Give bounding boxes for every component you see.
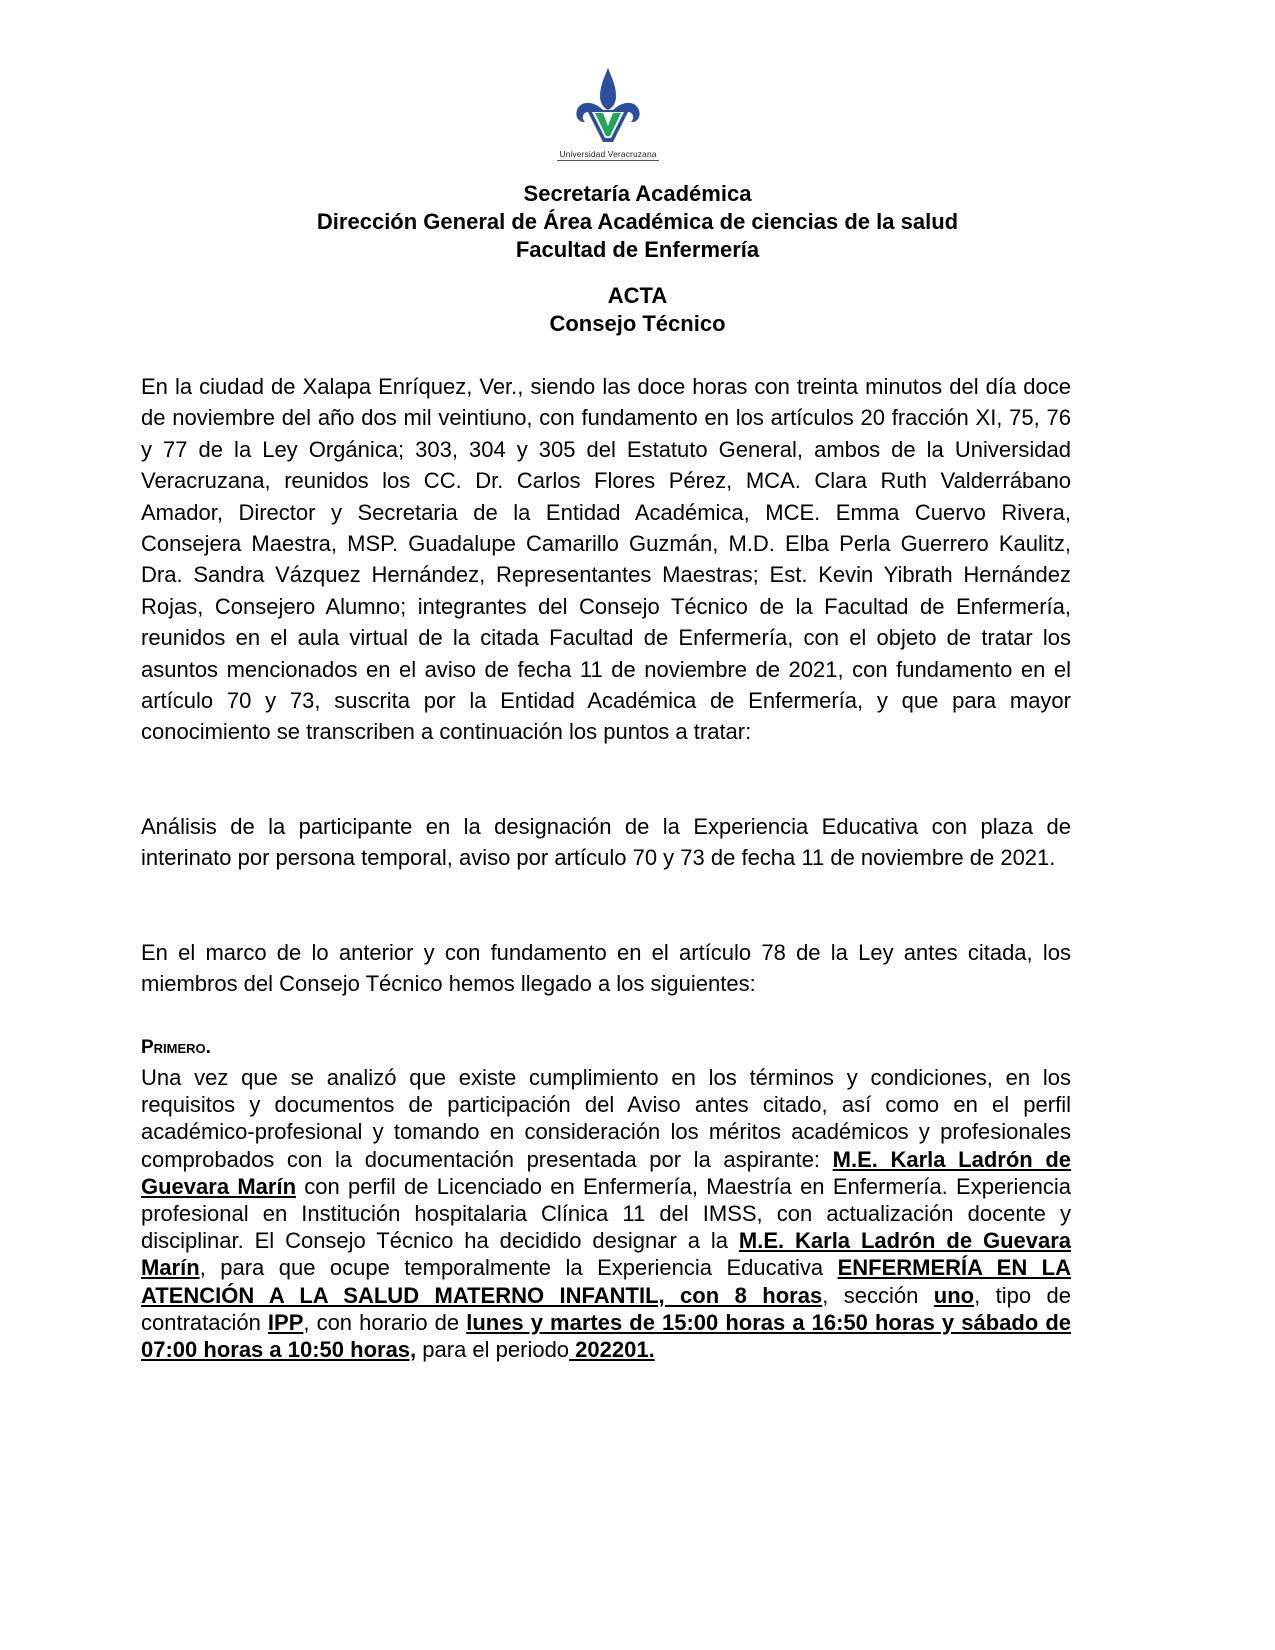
document-header [0,180,1275,264]
header-line-facultad: Facultad de Enfermería [515,237,760,262]
title-consejo: Consejo Técnico [549,311,726,336]
resolution-text-7: para el periodo [416,1337,570,1363]
resolution-heading: Primero. [141,1037,211,1058]
contract-type: IPP [267,1309,304,1335]
header-line-direccion: Dirección General de Área Académica de ciencias de la salud [316,209,959,234]
university-logo [548,66,668,166]
schedule-value: lunes y martes de 15:00 horas a 16:50 horas y sábado de 07:00 horas a 10:50 horas, [141,1309,1071,1363]
section-value: uno [933,1282,975,1308]
resolution-text-5: , tipo de contratación [141,1282,1072,1335]
candidate-name: M.E. Karla Ladrón de Guevara Marín [141,1146,1071,1199]
document-title [0,282,1275,338]
resolution-paragraph [141,1064,1071,1363]
resolution-text-6: , con horario de [303,1309,467,1335]
framework-paragraph: En el marco de lo anterior y con fundamento en el artículo 78 de la Ley antes citada, los miembros del Consejo Técnico hemos llegado a los siguientes: [141,940,1071,997]
resolution-text-4: , sección [822,1282,934,1308]
candidate-name-repeat: M.E. Karla Ladrón de Guevara Marín [141,1228,1072,1281]
fleur-de-lis-v-icon [573,66,643,144]
intro-paragraph: En la ciudad de Xalapa Enríquez, Ver., siendo las doce horas con treinta minutos del día doce de noviembre del año dos mil veintiuno, con fundamento en los artículos 20 fracción XI, 75, 76 y 77 de la Ley Orgánica; 303, 304 y 305 del Estatuto General, ambos de la Universidad Veracruzana, reunidos los CC. Dr. Carlos Flores Pérez, MCA. Clara Ruth Valderrábano Amador, Director y Secretaria de la Entidad Académica, MCE. Emma Cuervo Rivera, Consejera Maestra, MSP. Guadalupe Camarillo Guzmán, M.D. Elba Perla Guerrero Kaulitz, Dra. Sandra Vázquez Hernández, Representantes Maestras; Est. Kevin Yibrath Hernández Rojas, Consejero Alumno; integrantes del Consejo Técnico de la Facultad de Enfermería, reunidos en el aula virtual de la citada Facultad de Enfermería, con el objeto de tratar los asuntos mencionados en el aviso de fecha 11 de noviembre de 2021, con fundamento en el artículo 70 y 73, suscrita por la Entidad Académica de Enfermería, y que para mayor conocimiento se transcriben a continuación los puntos a tratar: [141,374,1071,745]
header-line-secretaria: Secretaría Académica [523,181,752,206]
period-value: 202201. [569,1337,655,1363]
resolution-text-1: Una vez que se analizó que existe cumplimiento en los términos y condiciones, en los requisitos y documentos de participación del Aviso antes citado, así como en el perfil académico-profesional y tomando en consideración los méritos académicos y profesionales comprobados con la documentación presentada por la aspirante: [141,1065,1071,1172]
logo-caption: Universidad Veracruzana [559,149,657,159]
course-name: ENFERMERÍA EN LA ATENCIÓN A LA SALUD MATERNO INFANTIL, con 8 horas [141,1255,1071,1308]
title-acta: ACTA [607,283,668,308]
agenda-paragraph: Análisis de la participante en la designación de la Experiencia Educativa con plaza de interinato por persona temporal, aviso por artículo 70 y 73 de fecha 11 de noviembre de 2021. [141,814,1071,871]
resolution-text-2: con perfil de Licenciado en Enfermería, Maestría en Enfermería. Experiencia profesional en Institución hospitalaria Clínica 11 del IMSS, con actualización docente y disciplinar. El Consejo Técnico ha decidido designar a la [141,1173,1071,1254]
resolution-text-3: , para que ocupe temporalmente la Experiencia Educativa [199,1255,838,1281]
